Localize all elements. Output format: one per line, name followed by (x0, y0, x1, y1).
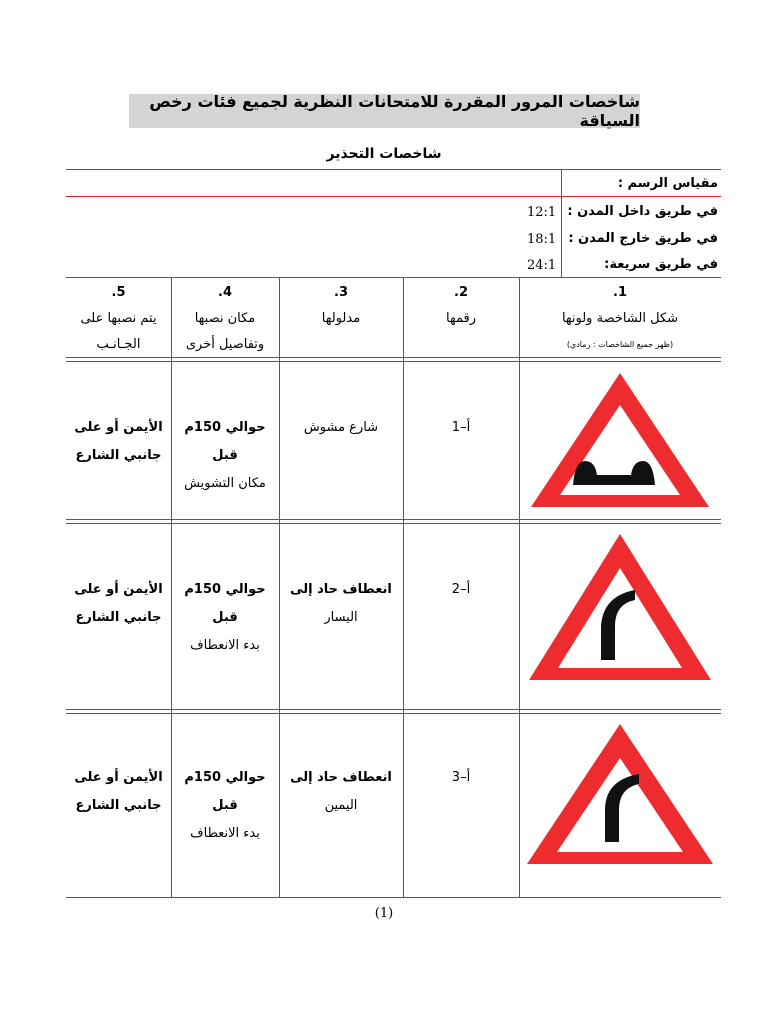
document-title: شاخصات المرور المقررة للامتحانات النظرية لجميع فئات رخص السياقة (149, 92, 640, 130)
meaning-line: اليمين (324, 798, 358, 813)
meaning-line: اليسار (324, 610, 358, 625)
scale-label-highway: في طريق سريعة: (604, 257, 718, 272)
column-number: 2. (454, 285, 468, 300)
column-header-5 (66, 280, 171, 358)
column-number: 1. (613, 285, 627, 300)
sign-placement (171, 764, 279, 848)
scale-value-city: 12:1 (527, 205, 557, 220)
placement-line: حوالي 150م قبل (184, 420, 266, 463)
side-line: الأيمن أو على (74, 770, 163, 785)
rule-line (66, 169, 721, 170)
column-number: 3. (334, 285, 348, 300)
rule-line (66, 196, 721, 197)
sign-meaning (279, 414, 403, 442)
column-label: يتم نصبها على (80, 311, 157, 326)
rule-line-vertical (561, 169, 562, 277)
sign-meaning (279, 576, 403, 632)
sign-meaning (279, 764, 403, 820)
placement-line: حوالي 150م قبل (184, 770, 266, 813)
column-divider (519, 277, 520, 897)
column-label: وتفاصيل أخرى (185, 337, 265, 352)
column-header-3 (279, 280, 403, 332)
placement-line: حوالي 150م قبل (184, 582, 266, 625)
left-curve-sign-icon (523, 528, 717, 688)
side-line: جانبي الشارع (75, 798, 162, 813)
section-title: شاخصات التحذير (326, 146, 442, 162)
side-line: جانبي الشارع (75, 610, 162, 625)
sign-side (66, 414, 171, 470)
column-header-4 (171, 280, 279, 358)
side-line: الأيمن أو على (74, 420, 163, 435)
sign-placement (171, 414, 279, 498)
sign-side (66, 764, 171, 820)
column-number: 4. (218, 285, 232, 300)
row-divider (66, 709, 721, 710)
placement-line: مكان التشويش (184, 476, 266, 491)
meaning-line: انعطاف حاد إلى (290, 582, 392, 597)
column-header-2 (403, 280, 519, 332)
column-label: الجـانـب (96, 337, 141, 352)
meaning-line: شارع مشوش (303, 420, 379, 435)
column-number: 5. (111, 285, 126, 300)
row-divider (66, 519, 721, 520)
side-line: جانبي الشارع (75, 448, 162, 463)
table-bottom-rule (66, 897, 721, 898)
page-number: (1) (374, 906, 394, 921)
placement-line: بدء الانعطاف (190, 638, 260, 653)
sign-placement (171, 576, 279, 660)
scale-heading: مقياس الرسم : (617, 176, 718, 191)
sign-number: أ–2 (451, 582, 471, 597)
placement-line: بدء الانعطاف (190, 826, 260, 841)
scale-label-city: في طريق داخل المدن : (567, 204, 718, 219)
right-curve-sign-icon (523, 720, 717, 870)
column-header-1 (519, 280, 721, 358)
meaning-line: انعطاف حاد إلى (290, 770, 392, 785)
scale-value-outside: 18:1 (527, 232, 557, 247)
scale-value-highway: 24:1 (527, 258, 557, 273)
column-label: مدلولها (321, 311, 361, 326)
column-label: مكان نصبها (194, 311, 256, 326)
scale-label-outside: في طريق خارج المدن : (568, 231, 718, 246)
row-divider (66, 523, 721, 524)
document-title-box (129, 94, 640, 128)
column-label: رقمها (446, 311, 476, 326)
row-divider (66, 713, 721, 714)
sign-side (66, 576, 171, 632)
sign-number: أ–3 (451, 770, 471, 785)
table-top-rule (66, 277, 721, 278)
column-label: شكل الشاخصة ولونها (561, 311, 679, 326)
sign-number: أ–1 (451, 420, 471, 435)
row-divider (66, 361, 721, 362)
side-line: الأيمن أو على (74, 582, 163, 597)
bump-sign-icon (523, 365, 717, 515)
column-note: (ظهر جميع الشاخصات : رمادي) (566, 340, 674, 349)
